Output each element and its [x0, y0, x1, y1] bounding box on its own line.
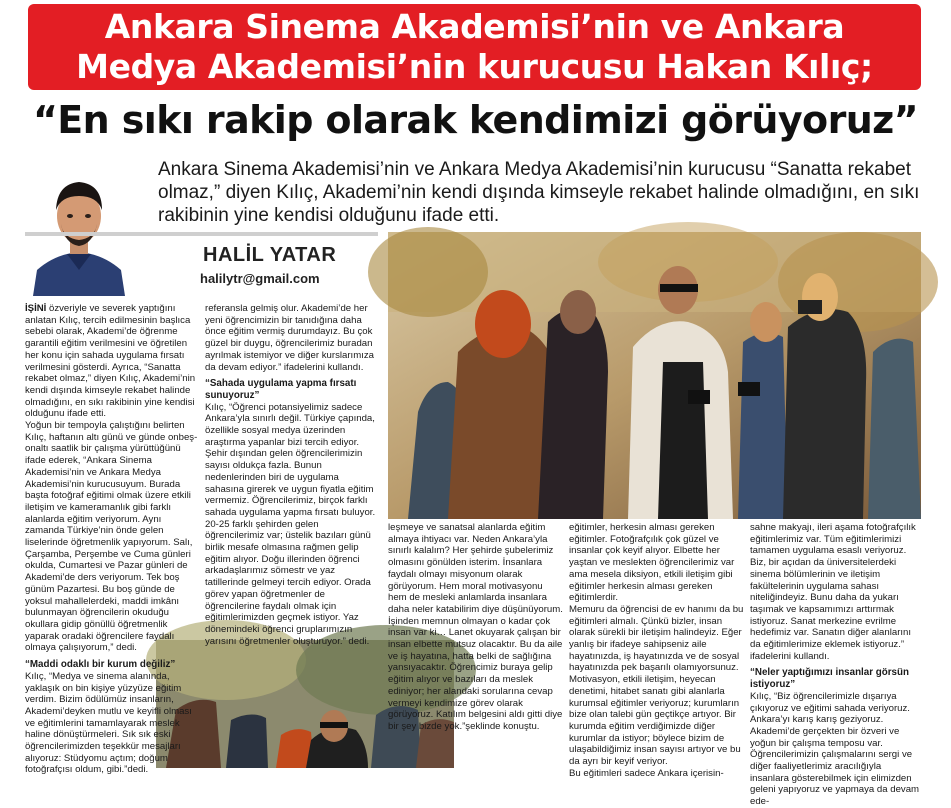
banner-line-2: Medya Akademisi’nin kurucusu Hakan Kılıç;	[76, 47, 873, 86]
headline-quote: “En sıkı rakip olarak kendimizi görüyoruz”	[32, 98, 919, 142]
column-1-paragraph-3: Kılıç, “Medya ve sinema alanında, yaklaşık on bin kişiye yüzyüze eğitim verdim. Bizim ödülümüz insanların, Akademi’deyken mutlu ve keyifli olması ve eğitimlerini tamamlayarak meslek haline dönüştürmeleri. Sık sık eski öğrencilerimizden teşekkür mesajları alıyoruz: Stüdyomu açtım; doğum fotoğrafçısı oldum, gibi.”dedi.	[25, 670, 192, 776]
column-1-paragraph-2: Yoğun bir tempoyla çalıştığını belirten Kılıç, haftanın altı günü ve günde onbeş-onaltı saatlik bir çalışma yürüttüğünü ifade ederek, “Ankara Sinema Akademisi’nin ve Ankara Medya Akademisi’nin kurucusuyum. Burada başta fotoğraf eğitimi olmak üzere etkili iletişim ve kameramanlık gibi farklı alanlarda eğitim veriyorum. Aynı zamanda Türkiye’nin önde gelen liselerinde öğretmenlik yapıyorum. Salı, Çarşamba, Perşembe ve Cuma günleri okulda, Cumartesi ve Pazar günleri de Akademi’de ders veriyorum. Tek boş günüm Pazartesi. Bu boş günde de yoksul mahallelerdeki, maddi imkânı bulunmayan öğrencilerin okuduğu okullara gidip gönüllü öğretmenlik yaparak oradaki öğrencilere faydalı olmaya çalışıyorum,” dedi.	[25, 420, 198, 654]
column-1-paragraph-1	[25, 303, 199, 420]
column-4-paragraph-1: eğitimler, herkesin alması gereken eğitimler. Fotoğrafçılık çok güzel ve insanlar çok keyif alıyor. Elbette her yaştan ve meslekten öğrencilerimiz var ama mesela diksiyon, etkili iletişim gibi eğitimler herkesin alması gereken eğitimlerdir.	[569, 522, 735, 604]
street-photography-crowd-photo	[388, 232, 921, 519]
article-column-5	[750, 522, 922, 808]
article-column-3	[388, 522, 563, 768]
column-2-paragraph-2: Kılıç, “Öğrenci potansiyelimiz sadece Ankara’yla sınırlı değil. Türkiye çapında, özellikle sosyal medya üzerinden araştırma yapanlar bizi tercih ediyor. Şehir dışından gelen öğrencilerimizin sayısı oldukça fazla. Bunun nedenlerinden biri de uygulama sahasına girerek ve uygun fiyatla eğitim vermemiz. Öğrencilerimiz, birçok farklı sahada uygulama yapma fırsatı buluyor. 20-25 farklı şehirden gelen öğrencilerimiz var; üstelik bazıları günü birlik mesafe olmasına rağmen gelip eğitim alıyor. Doğu illerinden öğrenci arkadaşlarımız sömestr ve yaz tatillerinde gelmeyi tercih ediyor. Orada görev yapan öğretmenler de öğrencilerine faydalı olmak için eğitimlerimizden geçmek istiyor. Yaz dönemindeki öğrenci gruplarımızın yarısını öğretmenler oluşturuyor.” dedi.	[205, 401, 376, 647]
byline-author-name: HALİL YATAR	[203, 244, 337, 266]
column-2-subheading: “Sahada uygulama yapma fırsatı sunuyoruz”	[205, 378, 357, 401]
article-column-2	[205, 303, 380, 647]
byline-divider	[25, 232, 378, 236]
article-column-4	[569, 522, 744, 779]
column-5-paragraph-1: sahne makyajı, ileri aşama fotoğrafçılık eğitimlerimiz var. Tüm eğitimlerimizi tamamen uygulama esaslı veriyoruz. Biz, bir açıdan da üniversitelerdeki sinema bölümlerinin ve iletişim fakültelerinin uygulama sahası niteliğindeyiz. Bunu daha da yukarı taşımak ve kapsamımızı arttırmak istiyoruz. Sanat merkezine evrilme hedefimiz var. Sanatın diğer alanlarını da eğitimlerimize eklemek istiyoruz.” ifadelerini kullandı.	[750, 522, 916, 662]
title-banner	[28, 4, 921, 90]
column-3-paragraph-1: leşmeye ve sanatsal alanlarda eğitim almaya ihtiyacı var. Neden Ankara’yla sınırlı kalalım? Her şehirde şubelerimiz olmasını gönülden isterim. İnsanlara faydalı olmayı misyonum olarak görüyorum. Hem moral motivasyonu hem de mesleki anlamlarda insanlara daha neler katabilirim diye düşünüyorum. İşinden memnun olmayan o kadar çok insan var ki… Lanet okuyarak çalışan bir insan elbette mutsuz olacaktır. Bu da aile ve iş hayatına, hatta belki de sağlığına yansıyacaktır. Öğrencimiz buraya gelip eğitim alıyor ve bazıları da meslek ediniyor; her alandaki sorularına cevap vermeyi kendimize görev olarak görüyoruz. Katılım belgesini aldı gitti diye bir şey bizde yok.”şeklinde konuştu.	[388, 522, 563, 732]
banner-line-1: Ankara Sinema Akademisi’nin ve Ankara	[104, 7, 845, 46]
article-column-1	[25, 303, 199, 776]
column-4-paragraph-3: Motivasyon, etkili iletişim, heyecan denetimi, hitabet sanatı gibi alanlarla kurumsal eğitimler veriyoruz; kurumların bize olan talebi gün geçtikçe artıyor. Bir kurumda eğitim verdiğimizde diğer kurumlar da istiyor; böylece bizim de ulaşabildiğimiz insan sayısı artıyor ve bu da ayrı bir keyif veriyor.	[569, 674, 741, 768]
column-5-paragraph-2: Kılıç, “Biz öğrencilerimizle dışarıya çıkıyoruz ve eğitimi sahada veriyoruz. Ankara’yı karış karış geziyoruz. Akademi’de gerçekten bir özveri ve yoğun bir çalışma temposu var. Öğrencilerimizin çalışmalarını sergi ve diğer faaliyetlerimiz aracılığıyla insanlara gösterebilmek için elimizden geleni yapıyoruz ve yapmaya da devam ede-	[750, 690, 920, 808]
byline-author-email: halilytr@gmail.com	[200, 271, 320, 286]
column-1-paragraph-1-text: özveriyle ve severek yaptığını anlatan Kılıç, tercih edilmesinin başlıca sebebi olarak, Akademi’de öğrenme garantili eğitim verilmesini ve öğretilen her konu için sahada uygulama fırsatı verilmesini gösterdi. Ayrıca, “Sanatta rekabet olmaz,” diyen Kılıç, Akademi’nin kendi dışında kimseyle rekabet halinde olmadığını, en sıkı rakibinin yine kendisi olduğunu ifade etti.	[25, 303, 196, 420]
author-portrait	[25, 166, 133, 296]
drop-cap-word: İŞİNİ	[25, 303, 47, 314]
column-4-paragraph-4: Bu eğitimleri sadece Ankara içerisin-	[569, 767, 724, 779]
lead-paragraph: Ankara Sinema Akademisi’nin ve Ankara Medya Akademisi’nin kurucusu “Sanatta rekabet olmaz,” diyen Kılıç, Akademi’nin kendi dışında kimseyle rekabet halinde olmadığını, en sıkı rakibinin yine kendisi olduğunu ifade etti.	[158, 159, 920, 226]
column-5-subheading: “Neler yaptığımızı insanlar görsün istiyoruz”	[750, 667, 909, 691]
column-1-subheading: “Maddi odaklı bir kurum değiliz”	[25, 659, 176, 671]
column-4-paragraph-2: Memuru da öğrencisi de ev hanımı da bu eğitimleri almalı. Çünkü bizler, insan olarak sürekli bir iletişim halindeyiz. Eğer yanlış bir ifadeye sahipseniz aile hayatınızda, iş hayatınızda ve de sosyal hayatınızda pek başarılı olamıyorsunuz.	[569, 603, 744, 674]
column-2-paragraph-1: referansla gelmiş olur. Akademi’de her yeni öğrencimizin bir tanıdığına daha önce eğitim vermiş durumdayız. Bu çok güzel bir duygu, öğrencilerimiz buradan ayrılmak istemiyor ve diğer kurslarımıza da devam ediyor.” ifadelerini kullandı.	[205, 303, 374, 373]
